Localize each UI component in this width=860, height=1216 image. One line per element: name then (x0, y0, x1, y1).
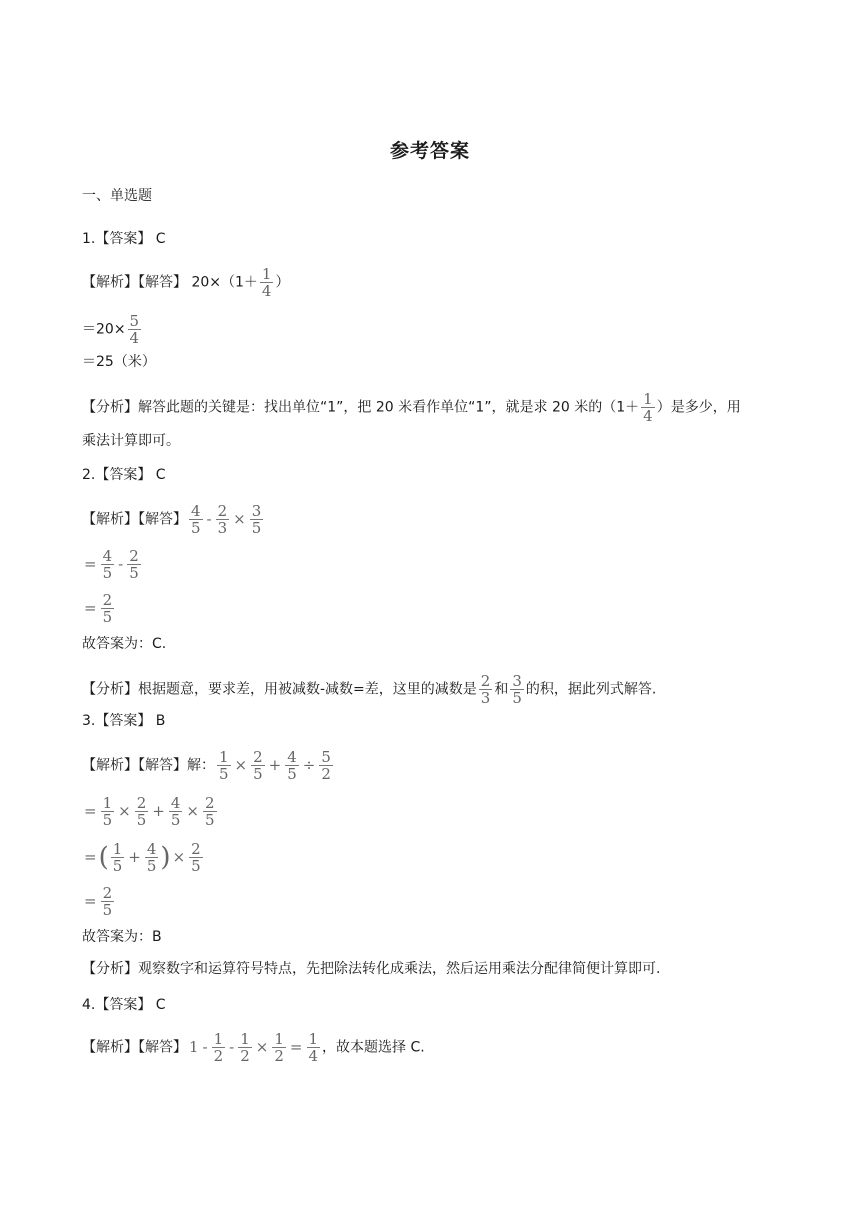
fraction: $\frac{1}{2}$ (240, 1030, 250, 1065)
fraction: $\frac{2}{5}$ (253, 748, 263, 783)
fraction: $\frac{5}{2}$ (321, 748, 331, 783)
q3-step2: =( $\frac{1}{5}$ + $\frac{4}{5}$ ) × $\frac{2}{5}$ (84, 840, 201, 875)
q1-step1: ＝20× $\frac{5}{4}$ (82, 312, 140, 347)
fraction: $\frac{1}{4}$ (308, 1030, 319, 1065)
fraction: $\frac{1}{2}$ (274, 1030, 284, 1065)
fraction: $\frac{4}{5}$ (287, 748, 297, 783)
q3-note: 【分析】观察数字和运算符号特点，先把除法转化成乘法，然后运用乘法分配律简便计算即可. (82, 961, 661, 977)
q1-note-line2: 乘法计算即可。 (82, 433, 180, 449)
q3-step3: = $\frac{2}{5}$ (84, 884, 113, 919)
q2-analysis: 【解析】【解答】 $\frac{4}{5}$ - $\frac{2}{3}$ × $\frac{3}{5}$ (82, 502, 262, 537)
fraction: $\frac{3}{5}$ (251, 502, 262, 537)
q2-note: 【分析】根据题意，要求差，用被减数-减数=差，这里的减数是 $\frac{2}{3}$ 和 $\frac{3}{5}$ 的积，据此列式解答. (82, 672, 657, 707)
section-heading: 一、单选题 (82, 188, 152, 204)
q2-answer: 2.【答案】 C (82, 467, 166, 483)
q2-conclusion: 故答案为：C. (82, 636, 167, 652)
fraction: $\frac{1}{4}$ (643, 390, 653, 425)
fraction: $\frac{3}{5}$ (512, 672, 522, 707)
q1-analysis-text: 【解析】【解答】 20×（1＋ (82, 274, 258, 291)
fraction: $\frac{2}{5}$ (204, 794, 215, 829)
q2-step1: = $\frac{4}{5}$ - $\frac{2}{5}$ (84, 547, 139, 582)
q3-analysis: 【解析】【解答】解： $\frac{1}{5}$ × $\frac{2}{5}$ + $\frac{4}{5}$ ÷ $\frac{5}{2}$ (82, 748, 331, 783)
fraction: $\frac{2}{5}$ (191, 840, 201, 875)
q1-step2: ＝25（米） (82, 354, 156, 370)
fraction: $\frac{2}{3}$ (217, 502, 228, 537)
fraction: $\frac{5}{4}$ (129, 312, 140, 347)
q1-analysis: 【解析】【解答】 20×（1＋ $\frac{1}{4}$ ） (82, 265, 290, 300)
fraction: $\frac{2}{5}$ (102, 884, 113, 919)
q1-note: 【分析】解答此题的关键是：找出单位“1”，把 20 米看作单位“1”，就是求 20 米的（1＋ $\frac{1}{4}$ ）是多少，用 (82, 390, 741, 425)
fraction: $\frac{2}{5}$ (136, 794, 147, 829)
q3-conclusion: 故答案为：B (82, 929, 162, 945)
fraction: $\frac{1}{5}$ (102, 794, 113, 829)
fraction: $\frac{4}{5}$ (146, 840, 157, 875)
fraction: $\frac{1}{4}$ (261, 265, 272, 300)
fraction: $\frac{4}{5}$ (191, 502, 201, 537)
page-title: 参考答案 (389, 140, 470, 162)
q3-answer: 3.【答案】 B (82, 713, 166, 729)
fraction: $\frac{4}{5}$ (170, 794, 181, 829)
fraction: $\frac{1}{5}$ (112, 840, 123, 875)
fraction: $\frac{1}{5}$ (219, 748, 229, 783)
fraction: $\frac{4}{5}$ (102, 547, 113, 582)
q4-answer: 4.【答案】 C (82, 997, 166, 1013)
fraction: $\frac{2}{3}$ (480, 672, 491, 707)
q2-step2: = $\frac{2}{5}$ (84, 591, 113, 626)
fraction: $\frac{1}{2}$ (213, 1030, 224, 1065)
fraction: $\frac{2}{5}$ (102, 591, 113, 626)
fraction: $\frac{2}{5}$ (129, 547, 139, 582)
q4-analysis: 【解析】【解答】 1 - $\frac{1}{2}$ - $\frac{1}{2}$ × $\frac{1}{2}$ = $\frac{1}{4}$ ，故本题选择 C. (82, 1030, 425, 1065)
q1-answer: 1.【答案】 C (82, 231, 166, 247)
q3-step1: = $\frac{1}{5}$ × $\frac{2}{5}$ + $\frac{4}{5}$ × $\frac{2}{5}$ (84, 794, 215, 829)
